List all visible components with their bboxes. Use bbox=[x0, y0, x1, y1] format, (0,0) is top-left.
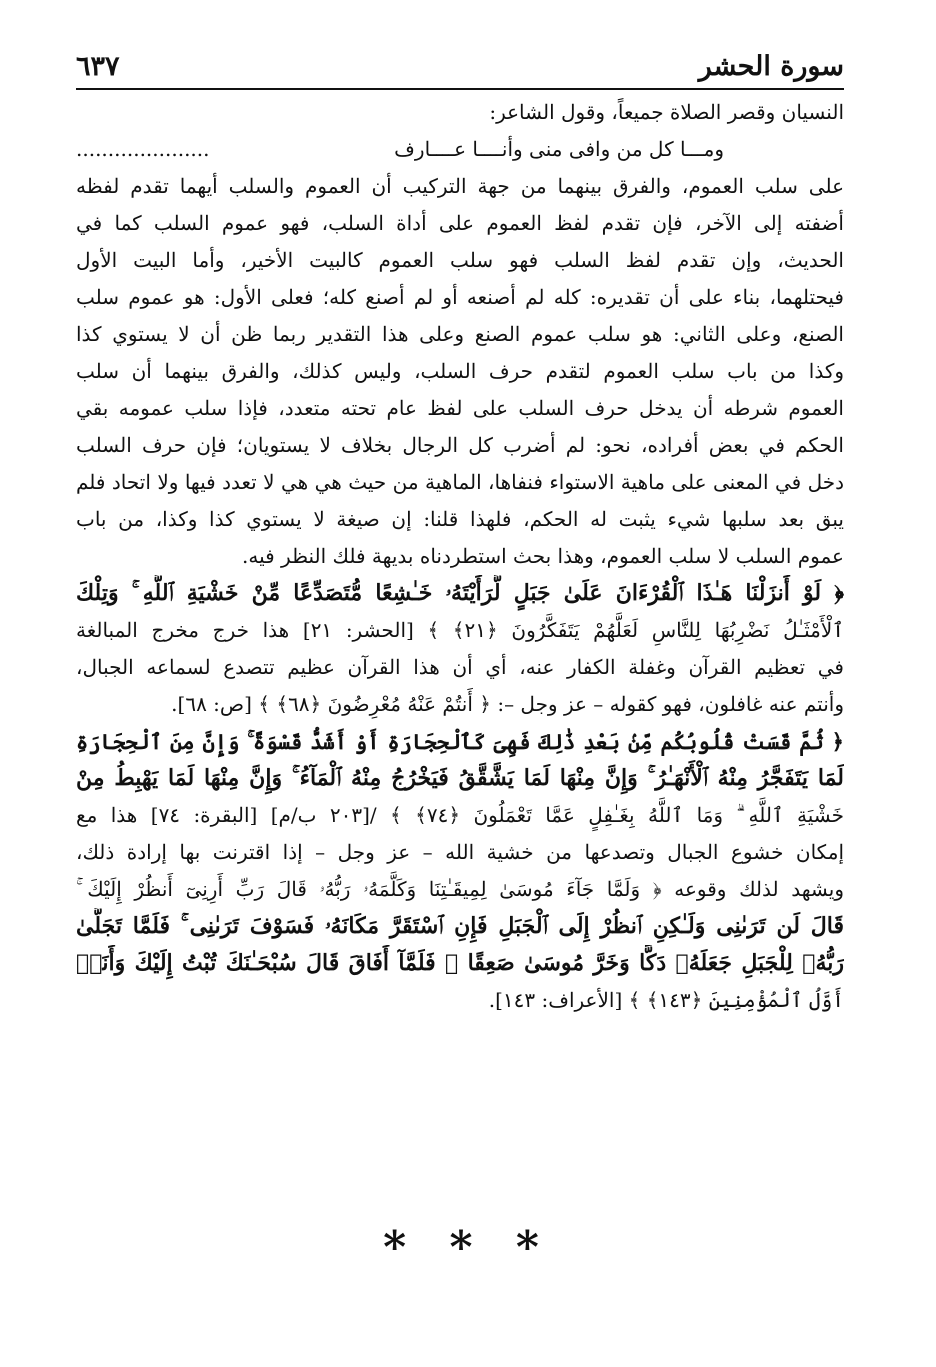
quran-verse-line: أَوَّلُ ٱلْمُؤْمِنِينَ ﴿١٤٣﴾ ﴾ [الأعراف: ١٤٣]. bbox=[488, 988, 844, 1012]
page-body bbox=[76, 94, 844, 1019]
quran-verse-line: ﴿ ثُمَّ قَسَتْ قُلُوبُكُم مِّنۢ بَعْدِ ذَٰلِكَ فَهِىَ كَٱلْحِجَارَةِ أَوْ أَشَدُّ قَسْوَةً ۚ وَإِنَّ مِنَ ٱلْحِجَارَةِ bbox=[76, 729, 844, 754]
text-line: يبق بعد سلبها شيء يثبت له الحكم، فلهذا قلنا: إن صيغة لا يستوي كذا وكذا، من باب bbox=[76, 507, 844, 531]
quran-verse-line: قَالَ لَن تَرَىٰنِى وَلَـٰكِنِ ٱنظُرْ إِلَى ٱلْجَبَلِ فَإِنِ ٱسْتَقَرَّ مَكَانَهُۥ فَسَوْفَ تَرَىٰنِى ۚ فَلَمَّا تَجَلَّىٰ bbox=[76, 913, 844, 939]
text-line: وأنتم عنه غافلون، فهو كقوله – عز وجل –: ﴿ أَنتُمْ عَنْهُ مُعْرِضُونَ ﴿٦٨﴾ ﴾ [ص: ٦٨]. bbox=[171, 692, 844, 716]
text-line: فيحتلهما، بناء على أن تقديره: كله لم أصنعه أو لم أصنع كله؛ فعلى الأول: هو عموم سلب bbox=[76, 285, 844, 309]
surah-title: سورة الحشر bbox=[698, 51, 844, 82]
quran-verse-line: ٱلْأَمْثَـٰلُ نَضْرِبُهَا لِلنَّاسِ لَعَلَّهُمْ يَتَفَكَّرُونَ ﴿٢١﴾ ﴾ [الحشر: ٢١] هذا خرج مخرج المبالغة bbox=[76, 618, 844, 642]
page-number: ٦٣٧ bbox=[76, 51, 120, 82]
quran-verse-line: خَشْيَةِ ٱللَّهِ ۗ وَمَا ٱللَّهُ بِغَـٰفِلٍ عَمَّا تَعْمَلُونَ ﴿٧٤﴾ ﴾ /[٢٠٣ ب/م] [البقرة: ٧٤] هذا مع bbox=[76, 803, 844, 827]
text-line: إمكان خشوع الجبال وتصدعها من خشية الله – عز وجل – إذا اقترنت بها إرادة ذلك، bbox=[76, 840, 844, 864]
text-line: العموم شرطه أن يدخل حرف السلب على لفظ عام تحته متعدد، فإذا سلب عمومه بقي bbox=[76, 396, 844, 420]
text-line: الحديث، وإن تقدم لفظ السلب فهو سلب العموم كالبيت الأخير، وأما البيت الأول bbox=[76, 248, 844, 272]
verse-first-hemistich: ومـــا كل من وافى منى وأنــــا عــــارف bbox=[394, 137, 724, 161]
quran-verse-line: ويشهد لذلك وقوعه ﴿ وَلَمَّا جَآءَ مُوسَىٰ لِمِيقَـٰتِنَا وَكَلَّمَهُۥ رَبُّهُۥ قَالَ رَبِّ أَرِنِىٓ أَنظُرْ إِلَيْكَ ۚ bbox=[76, 877, 844, 901]
text-line: وكذا من باب سلب العموم لتقدم حرف السلب، وليس كذلك، والفرق بينهما أن سلب bbox=[76, 359, 844, 383]
verse-second-hemistich: ..................... bbox=[76, 137, 210, 161]
text-line: أضفته إلى الآخر، فإن تقدم لفظ العموم على أداة السلب، فهو عموم السلب كما في bbox=[76, 211, 844, 235]
text-line: في تعظيم القرآن وغفلة الكفار عنه، أي أن هذا القرآن عظيم تتصدع لسماعه الجبال، bbox=[76, 655, 844, 679]
quran-verse-line: رَبُّهُۥ لِلْجَبَلِ جَعَلَهُۥ دَكًّا وَخَرَّ مُوسَىٰ صَعِقًا ۚ فَلَمَّآ أَفَاقَ قَالَ سُبْحَـٰنَكَ تُبْتُ إِلَيْكَ وَأَنَا۠ bbox=[76, 950, 844, 976]
section-end-stars: * * * bbox=[383, 1222, 553, 1273]
text-line: على سلب العموم، والفرق بينهما من جهة التركيب أن العموم والسلب أيهما تقدم لفظه bbox=[76, 174, 844, 198]
poetry-verse bbox=[76, 131, 844, 168]
text-line: الصنع، وعلى الثاني: هو سلب عموم الصنع وعلى هذا التقدير ربما ظن أن لا يستوي كذا bbox=[76, 322, 844, 346]
text-line: عموم السلب لا سلب العموم، وهذا بحث استطردناه بديهة فلك النظر فيه. bbox=[242, 544, 844, 568]
text-line: الحكم في بعض أفراده، نحو: لم أضرب كل الرجال بخلاف لا يستويان؛ فإن حرف السلب bbox=[76, 433, 844, 457]
quran-verse-line: لَمَا يَتَفَجَّرُ مِنْهُ ٱلْأَنْهَـٰرُ ۚ وَإِنَّ مِنْهَا لَمَا يَشَّقَّقُ فَيَخْرُجُ مِنْهُ ٱلْمَآءُ ۚ وَإِنَّ مِنْهَا لَمَا يَهْبِطُ مِنْ bbox=[76, 765, 844, 791]
page-header bbox=[76, 28, 844, 90]
text-line: دخل في المعنى على ماهية الاستواء فنفاها، الماهية من حيث هي هي لا تعدد فيها ولا اتحاد فلم bbox=[76, 470, 844, 494]
text-line: النسيان وقصر الصلاة جميعاً، وقول الشاعر: bbox=[489, 100, 844, 124]
quran-verse-line: ﴿ لَوْ أَنزَلْنَا هَـٰذَا ٱلْقُرْءَانَ عَلَىٰ جَبَلٍ لَّرَأَيْتَهُۥ خَـٰشِعًا مُّتَصَدِّعًا مِّنْ خَشْيَةِ ٱللَّهِ ۚ وَتِلْكَ bbox=[76, 580, 844, 606]
